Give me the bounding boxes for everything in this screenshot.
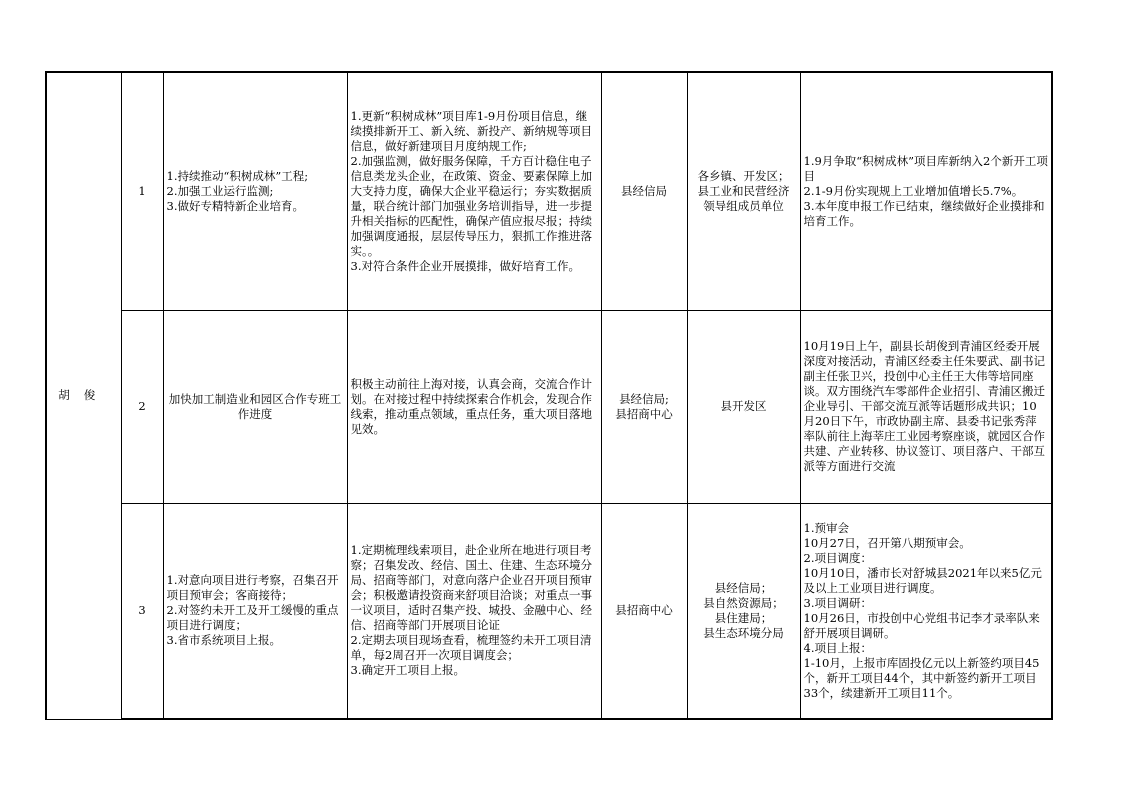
lead-unit: 县经信局: [621, 183, 667, 198]
measure-line: 1.定期梳理线索项目，赴企业所在地进行项目考察；召集发改、经信、国土、住建、生态环境分局、招商等部门，对意向落户企业召开项目预审会；积极邀请投资商来舒项目洽谈；对重点一事一议项目，适时召集产投、城投、金融中心、经信、招商等部门开展项目论证: [350, 543, 592, 633]
progress-cell: [800, 503, 1052, 719]
progress-cell: [800, 310, 1052, 503]
partner-unit-cell: [687, 503, 800, 719]
partner-unit-cell: [687, 72, 800, 310]
measure-line: 1.更新“积树成林”项目库1-9月份项目信息，继续摸排新开工、新入统、新投产、新纳规等项目信息，做好新建项目月度纳规工作;: [350, 108, 592, 153]
task-line: 3.省市系统项目上报。: [166, 633, 281, 648]
row-number: 3: [121, 503, 163, 719]
work-table: [45, 71, 1053, 720]
task-line: 1.持续推动“积树成林”工程;: [166, 168, 309, 183]
responsible-person: 胡俊: [46, 72, 121, 719]
table-row: [46, 72, 1052, 310]
task-line: 加快加工制造业和园区合作专班工作进度: [168, 391, 342, 421]
task-line: 3.做好专精特新企业培育。: [166, 198, 304, 213]
partner-unit: 县开发区: [720, 399, 767, 413]
measure-line: 3.对符合条件企业开展摸排，做好培育工作。: [350, 258, 580, 273]
task-line: 1.对意向项目进行考察，召集召开项目预审会；客商接待；: [166, 573, 339, 603]
row-number: 1: [121, 72, 163, 310]
measures-cell: [347, 72, 601, 310]
measures-cell: [347, 503, 601, 719]
partner-unit: 各乡镇、开发区；: [697, 168, 790, 183]
progress-line: 10月10日，潘市长对舒城县2021年以来5亿元及以上工业项目进行调度。: [803, 565, 1042, 595]
progress-cell: [800, 72, 1052, 310]
progress-line: 3.本年度申报工作已结束，继续做好企业摸排和培育工作。: [803, 198, 1045, 228]
measure-line: 2.定期去项目现场查看，梳理签约未开工项目清单，每2周召开一次项目调度会；: [350, 633, 592, 663]
task-cell: [163, 503, 347, 719]
progress-line: 4.项目上报：: [803, 640, 872, 655]
task-line: 2.对签约未开工及开工缓慢的重点项目进行调度；: [166, 603, 339, 633]
progress-line: 1.9月争取“积树成林”项目库新纳入2个新开工项目: [803, 153, 1048, 183]
partner-unit: 领导组成员单位: [703, 198, 784, 213]
progress-line: 10月19日上午，副县长胡俊到青浦区经委开展深度对接活动，青浦区经委主任朱要武、副书记副主任张卫兴，投创中心主任王大伟等培同座谈。双方围绕汽车零部件企业招引、青浦区搬迁企业导引、干部交流互派等话题形成共识；10月20日下午，市政协副主席、县委书记张秀萍率队前往上海莘庄工业园考察座谈，就园区合作共建、产业转移、协议签订、项目落户、干部互派等方面进行交流: [803, 339, 1045, 473]
task-line: 2.加强工业运行监测;: [166, 183, 274, 198]
progress-line: 10月26日，市投创中心党组书记李才录率队来舒开展项目调研。: [803, 610, 1040, 640]
partner-unit: 县住建局；: [714, 610, 773, 625]
table-row: [46, 503, 1052, 719]
lead-unit-cell: [601, 503, 687, 719]
partner-unit-cell: [687, 310, 800, 503]
lead-unit-cell: [601, 72, 687, 310]
task-cell: [163, 310, 347, 503]
task-cell: [163, 72, 347, 310]
progress-line: 3.项目调研：: [803, 595, 872, 610]
lead-unit: 县招商中心: [615, 406, 673, 421]
progress-line: 10月27日，召开第八期预审会。: [803, 535, 971, 550]
lead-unit-cell: [601, 310, 687, 503]
table-row: [46, 310, 1052, 503]
partner-unit: 县经信局；: [714, 580, 773, 595]
progress-line: 2.项目调度：: [803, 550, 872, 565]
row-number: 2: [121, 310, 163, 503]
partner-unit: 县生态环境分局: [703, 625, 784, 640]
progress-line: 1.预审会: [803, 520, 849, 535]
progress-line: 2.1-9月份实现规上工业增加值增长5.7%。: [803, 183, 1024, 198]
measures-cell: [347, 310, 601, 503]
measure-line: 2.加强监测，做好服务保障，千方百计稳住电子信息类龙头企业，在政策、资金、要素保障上加大支持力度，确保大企业平稳运行；夯实数据质量，联合统计部门加强业务培训指导，进一步提升相关指标的匹配性，确保产值应报尽报；持续加强调度通报，层层传导压力，狠抓工作推进落实。。: [350, 153, 592, 258]
partner-unit: 县自然资源局；: [703, 595, 784, 610]
partner-unit: 县工业和民营经济: [697, 183, 790, 198]
lead-unit: 县经信局;: [619, 391, 669, 406]
lead-unit: 县招商中心: [615, 603, 673, 618]
measure-line: 积极主动前往上海对接，认真会商，交流合作计划。在对接过程中持续探索合作机会，发现合作线索，推动重点领域，重点任务，重大项目落地见效。: [350, 376, 592, 436]
progress-line: 1-10月，上报市库固投亿元以上新签约项目45个，新开工项目44个，其中新签约新开工项目33个，续建新开工项目11个。: [803, 655, 1040, 700]
measure-line: 3.确定开工项目上报。: [350, 663, 465, 678]
